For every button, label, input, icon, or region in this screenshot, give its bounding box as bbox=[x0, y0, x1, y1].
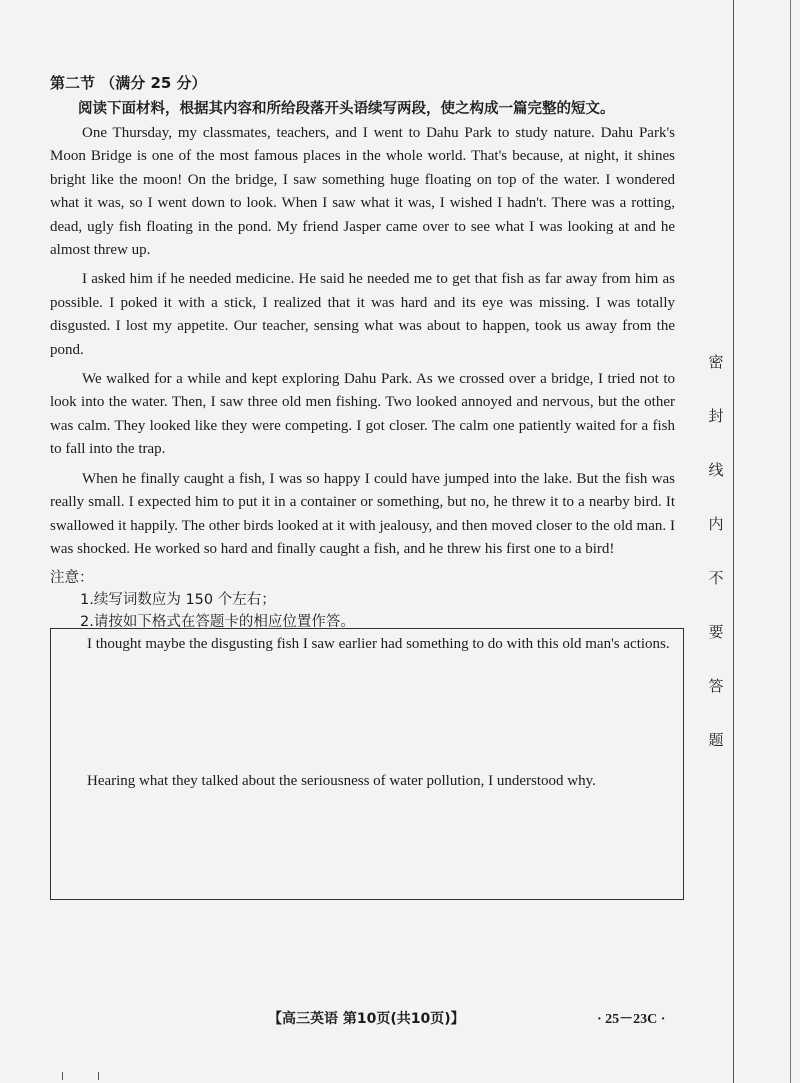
binding-line-outer bbox=[790, 0, 791, 1083]
seal-char: 不 bbox=[708, 569, 724, 587]
answer-box bbox=[50, 628, 684, 900]
question-content bbox=[50, 70, 675, 633]
seal-char: 题 bbox=[708, 731, 724, 749]
seal-char: 要 bbox=[708, 623, 724, 641]
passage-paragraph: When he finally caught a fish, I was so happy I could have jumped into the lake. But the fish was really small. I expected him to put it in a container or something, but no, he threw it to a nearby bird. It swallowed it happily. The other birds looked at it with jealousy, and then moved closer to the old man. I was shocked. He worked so hard and finally caught a fish, and he threw his first one to a bird! bbox=[50, 470, 675, 557]
seal-char: 答 bbox=[708, 677, 724, 695]
passage-paragraph: One Thursday, my classmates, teachers, and I went to Dahu Park to study nature. Dahu Park's Moon Bridge is one of the most famous places in the whole world. That's because, at night, it shines bright like the moon! On the bridge, I saw something huge floating on top of the water. I wondered what it was, so I went down to look. When I saw what it was, I wished I hadn't. There was a rotting, dead, ugly fish floating in the pond. My friend Jasper came over to see what I was looking at and he almost threw up. bbox=[50, 125, 675, 259]
seal-char: 密 bbox=[708, 353, 724, 371]
seal-char: 内 bbox=[708, 515, 724, 533]
passage-paragraph: I asked him if he needed medicine. He said he needed me to get that fish as far away from him as possible. I poked it with a stick, I realized that it was hard and its eye was missing. I was totally disgusted. I lost my appetite. Our teacher, sensing what was about to happen, took us away from the pond. bbox=[50, 271, 675, 358]
section-instruction: 阅读下面材料，根据其内容和所给段落开头语续写两段，使之构成一篇完整的短文。 bbox=[78, 101, 615, 117]
note-item: 2.请按如下格式在答题卡的相应位置作答。 bbox=[80, 614, 355, 631]
footer-page-label: 【高三英语 第10页(共10页)】 bbox=[268, 1011, 465, 1027]
continuation-opening-1: I thought maybe the disgusting fish I saw earlier had something to do with this old man's actions. bbox=[87, 636, 670, 652]
passage-paragraph: We walked for a while and kept exploring Dahu Park. As we crossed over a bridge, I tried not to look into the water. Then, I saw three old men fishing. Two looked annoyed and nervous, but the other was calm. They looked like they were competing. I got closer. The calm one patiently waited for a fish to fall into the trap. bbox=[50, 371, 675, 458]
continuation-opening-2: Hearing what they talked about the seriousness of water pollution, I understood why. bbox=[87, 773, 596, 789]
binding-line-inner bbox=[733, 0, 734, 1083]
scan-tick-mark bbox=[98, 1072, 99, 1080]
section-title: 第二节 （满分 25 分） bbox=[50, 74, 207, 92]
seal-char: 线 bbox=[708, 461, 724, 479]
footer-code: · 25－23C · bbox=[597, 1012, 666, 1027]
binding-seal-text bbox=[706, 352, 726, 784]
notes-title: 注意： bbox=[50, 570, 94, 587]
note-item: 1.续写词数应为 150 个左右； bbox=[80, 592, 276, 609]
seal-char: 封 bbox=[708, 407, 724, 425]
scan-tick-mark bbox=[62, 1072, 63, 1080]
